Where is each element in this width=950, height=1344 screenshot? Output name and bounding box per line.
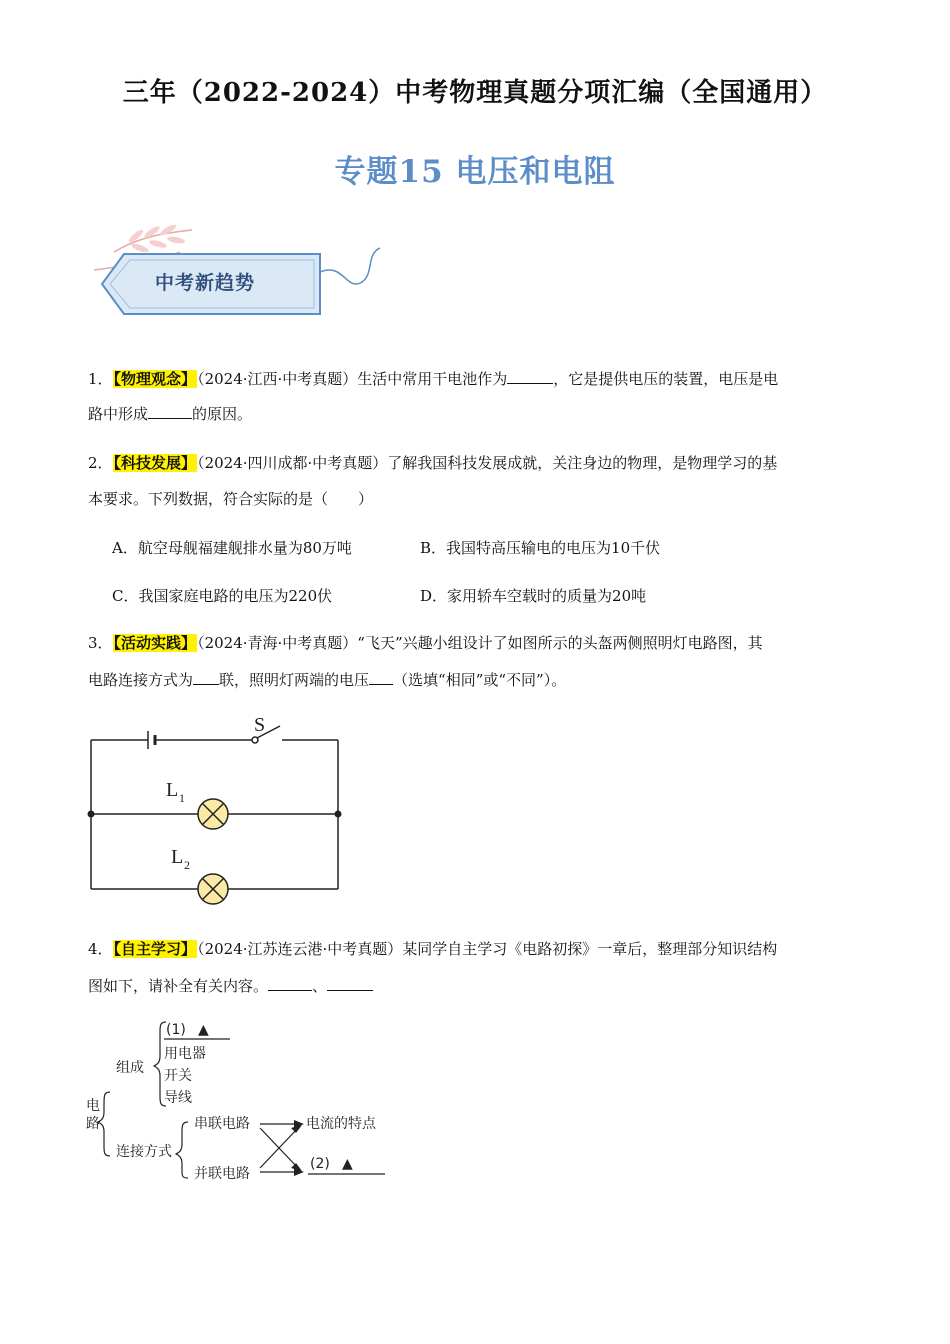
- section-banner-label: 中考新趋势: [155, 272, 256, 294]
- connection-label: 连接方式: [116, 1144, 172, 1160]
- question-tag: 【自主学习】: [113, 940, 197, 958]
- question-text: 了解我国科技发展成就，关注身边的物理，是物理学习的基: [387, 454, 778, 472]
- question-text: 生活中常用干电池作为: [357, 370, 508, 388]
- question-tag: 【物理观念】: [113, 370, 197, 388]
- lamp-l2-icon: [198, 874, 228, 904]
- composition-label: 组成: [116, 1060, 144, 1076]
- lamp-l2-label: L: [171, 846, 184, 868]
- option-c[interactable]: C．我国家庭电路的电压为220伏: [112, 587, 333, 605]
- junction-dot: [88, 811, 95, 818]
- question-2-line-1: [88, 453, 777, 473]
- series-label: 串联电路: [194, 1116, 250, 1132]
- answer-blank[interactable]: [268, 975, 312, 991]
- topic-title: 专题15 电压和电阻: [334, 154, 616, 190]
- lamp-l1-subscript: 1: [179, 791, 185, 805]
- option-b[interactable]: B．我国特高压输电的电压为10千伏: [420, 539, 661, 557]
- question-number: 2．: [88, 454, 113, 472]
- question-2-line-2: [88, 489, 373, 509]
- blank-1-label: (1): [166, 1022, 186, 1038]
- option-d[interactable]: D．家用轿车空载时的质量为20吨: [420, 587, 647, 605]
- question-4-line-1: [88, 939, 777, 959]
- question-4-line-2: [88, 975, 373, 996]
- junction-dot: [335, 811, 342, 818]
- question-text: 、: [312, 977, 328, 995]
- question-text: 电路连接方式为: [88, 671, 194, 689]
- question-number: 4．: [88, 940, 113, 958]
- question-text: （选填“相同”或“不同”）。: [393, 671, 567, 689]
- part-wire: 导线: [164, 1090, 192, 1106]
- question-text: 路中形成: [88, 405, 149, 423]
- answer-blank[interactable]: [193, 669, 219, 685]
- lamp-l1-icon: [198, 799, 228, 829]
- question-text: ，它是提供电压的装置，电压是电: [553, 370, 779, 388]
- question-number: 1．: [88, 370, 113, 388]
- question-text: “飞天”兴趣小组设计了如图所示的头盔两侧照明灯电路图，其: [357, 634, 763, 652]
- document-title: 三年（2022-2024）中考物理真题分项汇编（全国通用）: [122, 78, 828, 108]
- connection-brace: [176, 1122, 188, 1178]
- question-text: 联，照明灯两端的电压: [219, 671, 370, 689]
- question-source: （2024·四川成都·中考真题）: [197, 454, 388, 472]
- question-text: 某同学自主学习《电路初探》一章后，整理部分知识结构: [402, 940, 778, 958]
- question-tag: 【科技发展】: [113, 454, 197, 472]
- question-text: 图如下，请补全有关内容。: [88, 977, 269, 995]
- question-3-line-1: [88, 633, 763, 653]
- question-text: 本要求。下列数据，符合实际的是（ ）: [88, 490, 374, 508]
- lamp-l1-label: L: [166, 779, 179, 801]
- answer-blank[interactable]: [327, 975, 373, 991]
- circuit-diagram: [80, 705, 360, 905]
- part-switch: 开关: [164, 1068, 192, 1084]
- option-a[interactable]: A．航空母舰福建舰排水量为80万吨: [112, 539, 352, 557]
- question-1-line-2: [88, 403, 252, 424]
- question-source: （2024·江苏连云港·中考真题）: [197, 940, 403, 958]
- answer-blank[interactable]: [148, 403, 192, 419]
- lamp-l2-subscript: 2: [184, 858, 190, 872]
- arrow-heads: [291, 1120, 304, 1176]
- switch-label: S: [254, 714, 266, 736]
- part-electric-appliance: 用电器: [164, 1046, 206, 1062]
- question-3-line-2: [88, 669, 566, 690]
- blank-1-marker: ▲: [198, 1022, 209, 1038]
- answer-blank[interactable]: [507, 368, 553, 384]
- answer-blank[interactable]: [369, 669, 393, 685]
- parallel-label: 并联电路: [194, 1166, 250, 1182]
- question-number: 3．: [88, 634, 113, 652]
- root-label-1: 电: [86, 1098, 100, 1114]
- knowledge-structure-diagram: [80, 1010, 400, 1195]
- blank-2-marker: ▲: [342, 1156, 353, 1172]
- question-text: 的原因。: [192, 405, 253, 423]
- root-label-2: 路: [86, 1116, 100, 1132]
- question-source: （2024·青海·中考真题）: [197, 634, 358, 652]
- question-1-line-1: [88, 368, 778, 389]
- current-feature-label: 电流的特点: [306, 1116, 376, 1132]
- blank-2-label: (2): [310, 1156, 330, 1172]
- question-source: （2024·江西·中考真题）: [197, 370, 358, 388]
- question-tag: 【活动实践】: [113, 634, 197, 652]
